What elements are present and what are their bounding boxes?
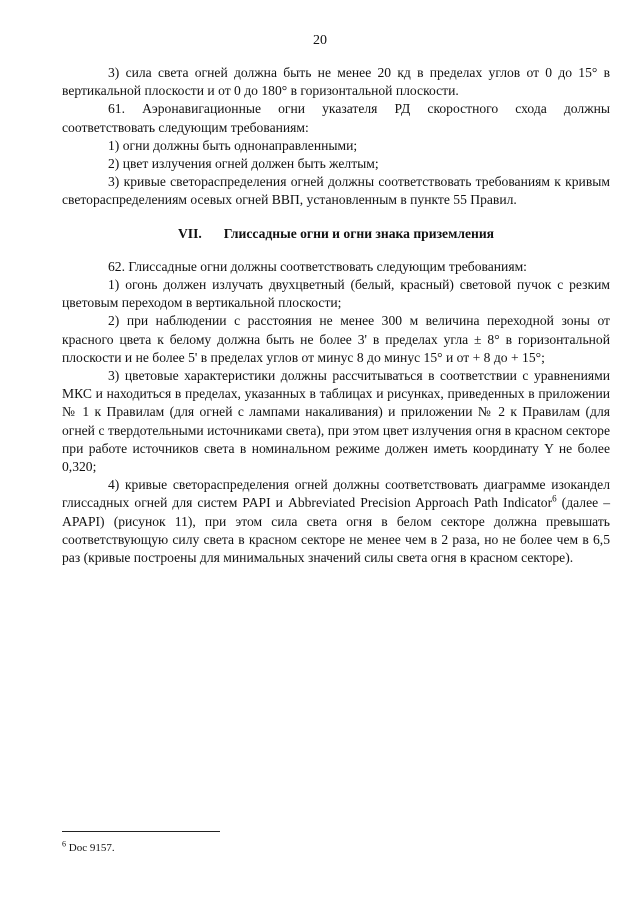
page-number: 20 — [313, 33, 327, 48]
paragraph: 1) огни должны быть однонаправленными; — [108, 137, 358, 153]
footnote-marker: 6 — [62, 839, 66, 849]
section-heading — [62, 225, 610, 243]
paragraph: 3) цветовые характеристики должны рассчитываться в соответствии с уравнениями МКС и находиться в пределах, указанных в таблицах и рисунках, приведенных в приложении № 1 к Правилам (для огней с лампами накаливания) и приложении № 2 к Правилам (для огней с твердотельными источниками света), при этом цвет излучения огня в красном секторе при работе источников света в номинальном режиме должен иметь координату Y не более 0,320; — [62, 368, 610, 475]
paragraph-text: 4) кривые светораспределения огней должны соответствовать диаграмме изокандел глиссадных огней для систем PAPI и Abbreviated Precision Approach Path Indicator — [62, 477, 610, 511]
paragraph: 1) огонь должен излучать двухцветный (белый, красный) световой пучок с резким цветовым переходом в вертикальной плоскости; — [62, 277, 610, 311]
footnote-reference: 6 — [552, 493, 557, 504]
paragraph: 62. Глиссадные огни должны соответствовать следующим требованиям: — [108, 258, 527, 274]
footnote-divider — [62, 831, 220, 832]
paragraph: 61. Аэронавигационные огни указателя РД скоростного схода должны соответствовать следующим требованиям: — [62, 101, 610, 135]
document-body — [62, 64, 610, 567]
footnote — [62, 839, 115, 854]
paragraph-text: (далее – APAPI) (рисунок 11), при этом сила света огня в белом секторе должна превышать соответствующую силу света в красном секторе не менее чем в 2 раза, но не более чем в 6,5 раз (кривые построены для минимальных значений силы света огня в красном секторе). — [62, 495, 610, 566]
paragraph: 2) цвет излучения огней должен быть желтым; — [108, 156, 379, 172]
section-title: Глиссадные огни и огни знака приземления — [223, 225, 495, 241]
paragraph: 2) при наблюдении с расстояния не менее 300 м величина переходной зоны от красного цвета к белому должна быть не более 3' в пределах угла ± 8° в горизонтальной плоскости и не более 5' в пределах углов от минус 8 до минус 15° и от + 8 до + 15°; — [62, 313, 610, 365]
paragraph: 3) кривые светораспределения огней должны соответствовать требованиям к кривым светораспределениям осевых огней ВВП, установленным в пункте 55 Правил. — [62, 174, 610, 208]
footnote-text: Doc 9157. — [68, 842, 115, 854]
paragraph — [62, 476, 610, 567]
section-number: VII. — [177, 225, 202, 241]
paragraph: 3) сила света огней должна быть не менее 20 кд в пределах углов от 0 до 15° в вертикальной плоскости и от 0 до 180° в горизонтальной плоскости. — [62, 65, 610, 99]
